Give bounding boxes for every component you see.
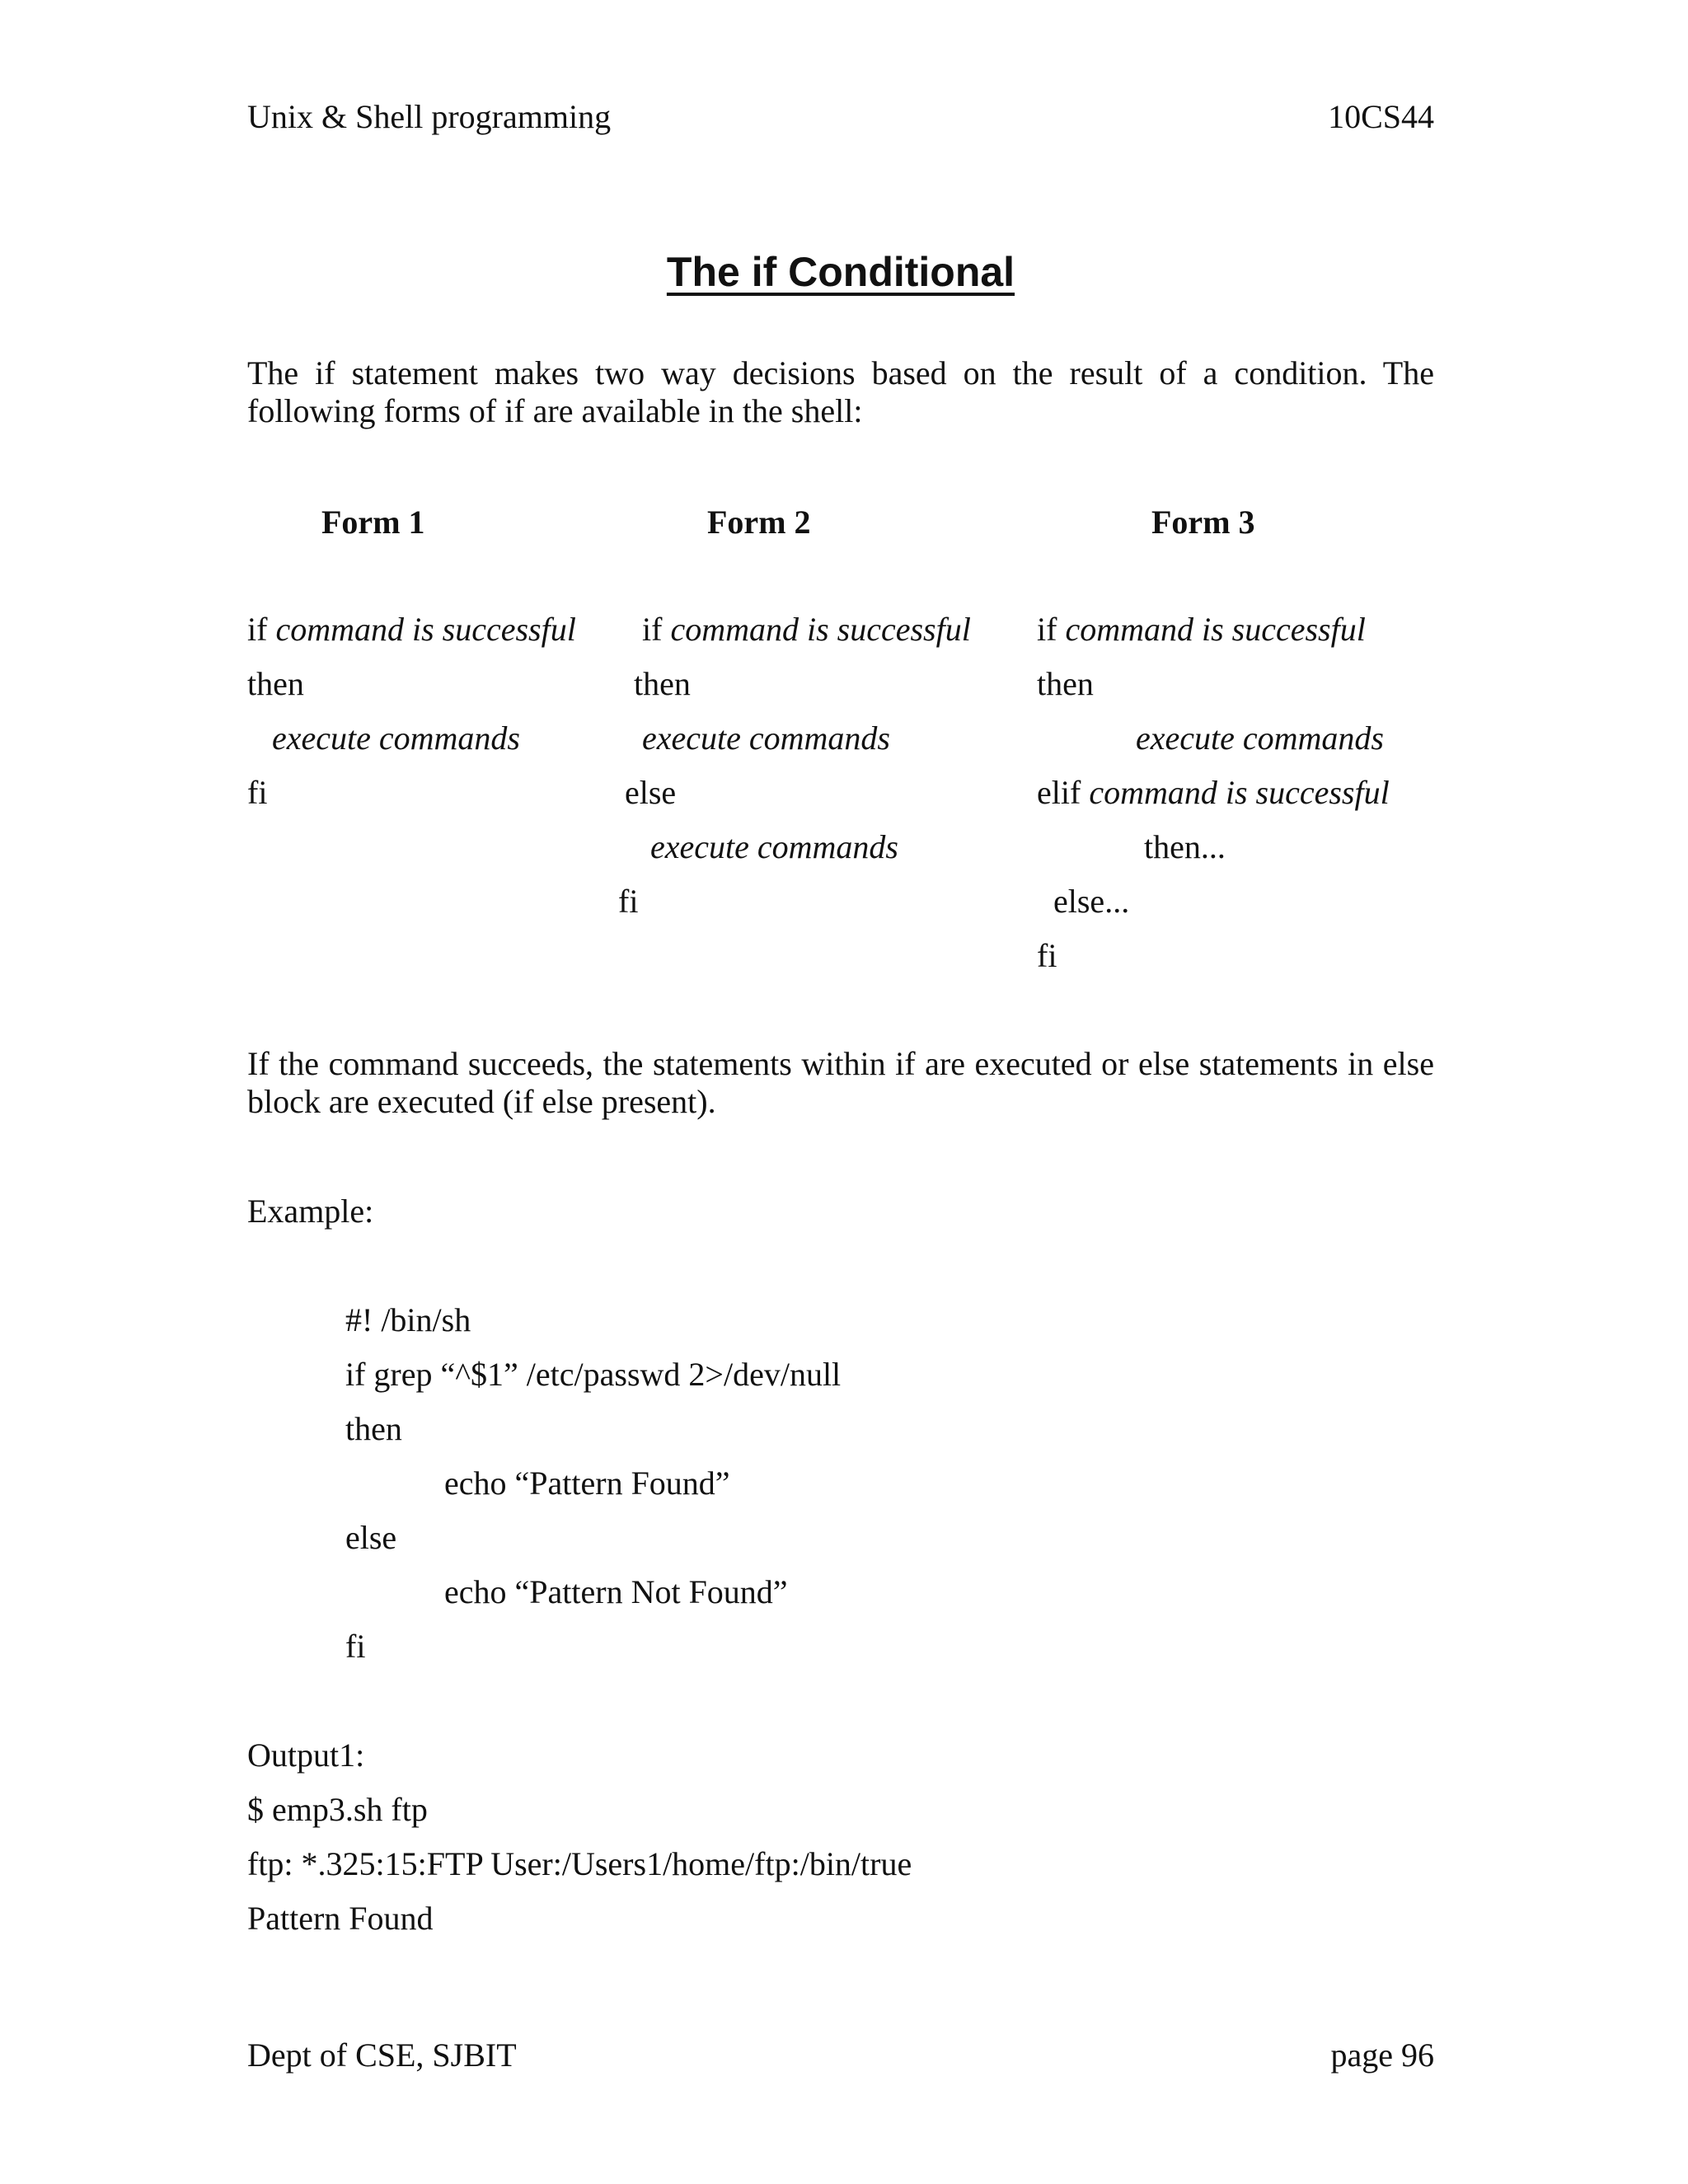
header-course-code: 10CS44 [1328, 98, 1434, 135]
output-line-2: ftp: *.325:15:FTP User:/Users1/home/ftp:/bin/true [247, 1845, 912, 1882]
header-course-title: Unix & Shell programming [247, 98, 612, 135]
example-code-line-3: then [345, 1410, 402, 1447]
form2-line-5: execute commands [650, 828, 898, 865]
form3-line-5: then... [1144, 828, 1226, 865]
example-code-line-2: if grep “^$1” /etc/passwd 2>/dev/null [345, 1356, 842, 1393]
form3-heading: Form 3 [1151, 504, 1255, 541]
form1-heading: Form 1 [321, 504, 425, 541]
form2-line-1: if command is successful [642, 611, 971, 648]
form3-line-6: else... [1053, 883, 1130, 920]
output-line-1: $ emp3.sh ftp [247, 1791, 428, 1828]
example-code-line-4: echo “Pattern Found” [444, 1465, 730, 1502]
form3-line-3: execute commands [1136, 719, 1384, 757]
footer-page-number: page 96 [1330, 2036, 1434, 2074]
form1-line-2: then [247, 665, 304, 702]
example-code-line-5: else [345, 1519, 397, 1556]
form1-line-1: if command is successful [247, 611, 576, 648]
example-code-line-7: fi [345, 1628, 366, 1665]
form1-line-4: fi [247, 774, 268, 811]
form2-heading: Form 2 [707, 504, 811, 541]
page-title: The if Conditional [666, 249, 1015, 295]
output-label: Output1: [247, 1736, 365, 1774]
footer-department: Dept of CSE, SJBIT [247, 2036, 517, 2074]
form1-line-3: execute commands [272, 719, 520, 757]
intro-paragraph: The if statement makes two way decisions based on the result of a condition. The following forms of if are available in the shell: [247, 354, 1434, 429]
form3-line-1: if command is successful [1037, 611, 1366, 648]
form3-line-4: elif command is successful [1037, 774, 1390, 811]
form3-line-7: fi [1037, 937, 1057, 974]
example-label: Example: [247, 1193, 374, 1230]
form2-line-4: else [625, 774, 677, 811]
output-line-3: Pattern Found [247, 1900, 434, 1937]
explanation-paragraph: If the command succeeds, the statements within if are executed or else statements in else block are executed (if else present). [247, 1045, 1434, 1120]
example-code-line-1: #! /bin/sh [345, 1301, 471, 1338]
form2-line-2: then [634, 665, 691, 702]
example-code-line-6: echo “Pattern Not Found” [444, 1573, 788, 1610]
form3-line-2: then [1037, 665, 1094, 702]
form2-line-3: execute commands [642, 719, 890, 757]
form2-line-6: fi [618, 883, 639, 920]
